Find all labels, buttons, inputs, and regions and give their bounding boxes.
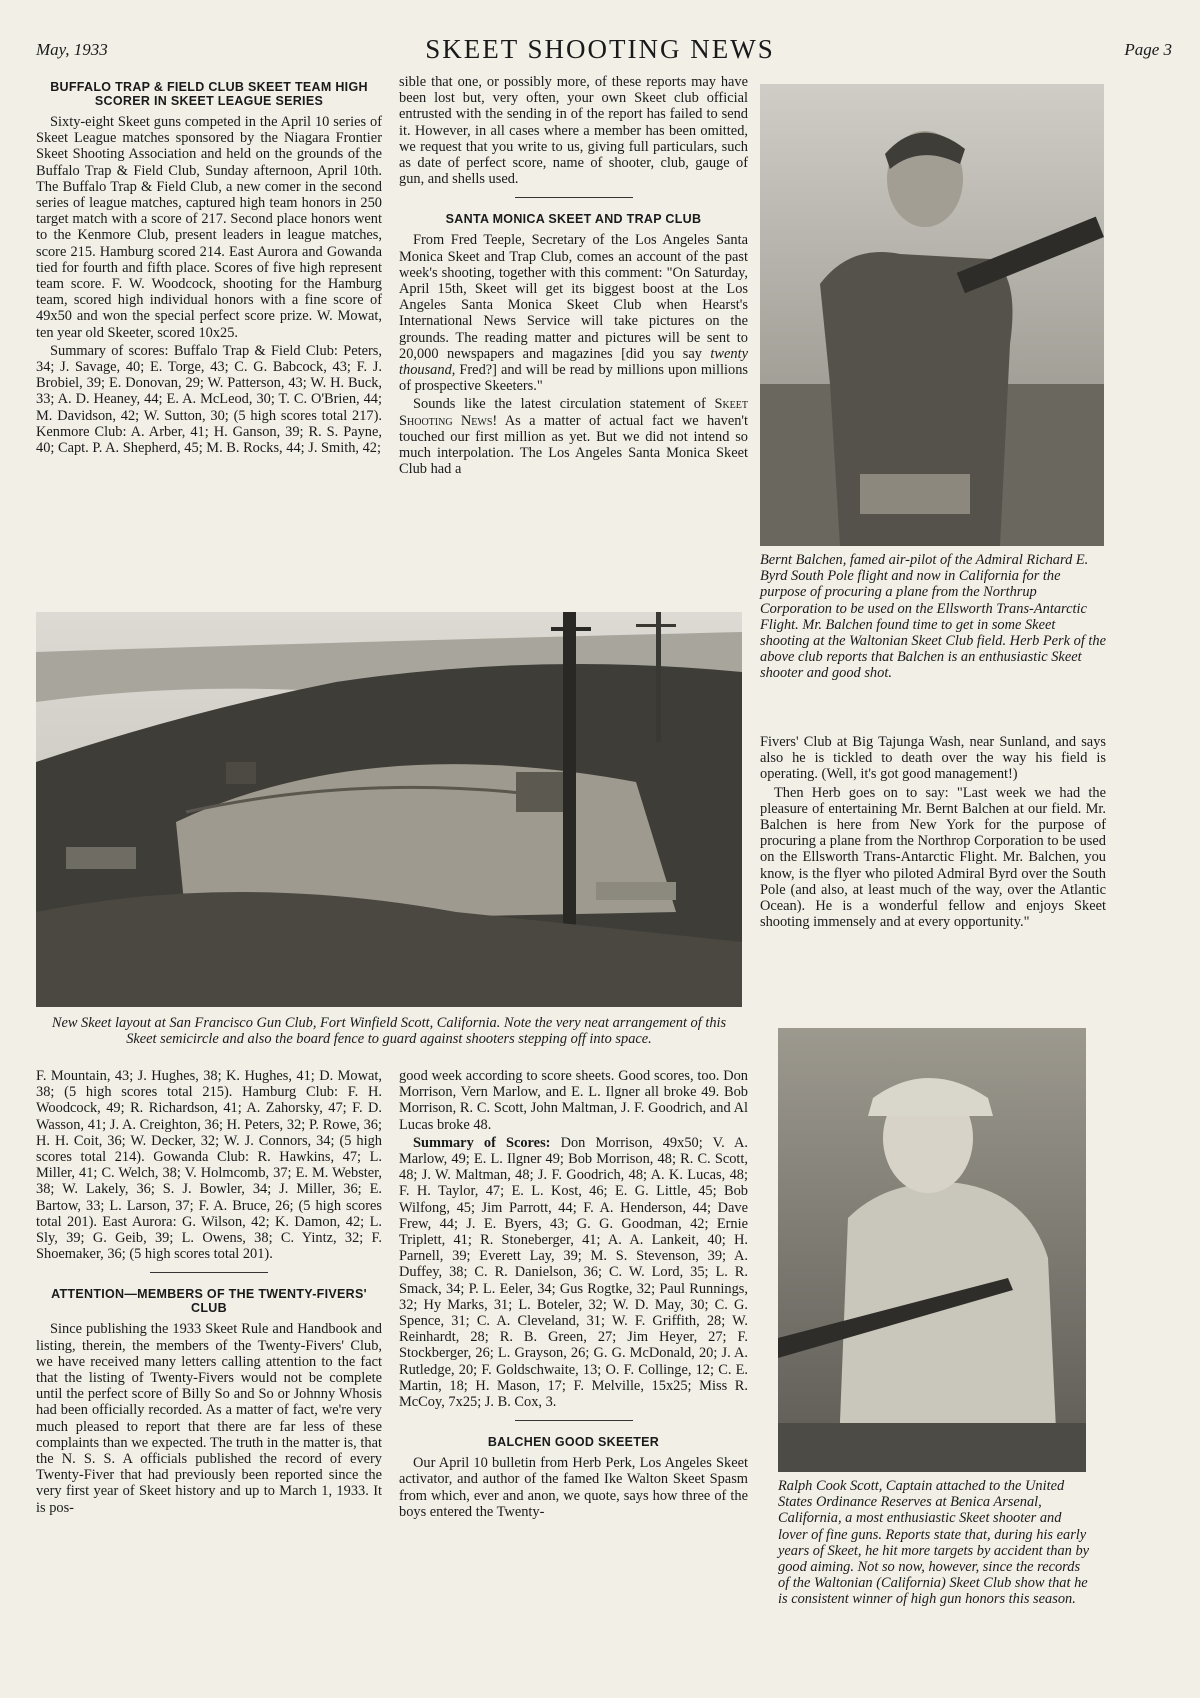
text-small-caps: Skeet Shooting News (399, 396, 748, 429)
article-paragraph: good week according to score sheets. Good scores, too. Don Morrison, Vern Marlow, and E. L. Ilgner all broke 49. Bob Morrison, R. C. Scott, John Maltman, J. F. Goodrich, and Al Lucas broke 48. (399, 1068, 748, 1133)
article-paragraph: sible that one, or possibly more, of these reports may have been lost but, very often, your own Skeet club official entrusted with the sending in of the report has failed to send it. However, in all cases where a member has been omitted, we request that you write to us, giving full particulars, such as date of perfect score, name of shooter, club, gauge of gun, and shells used. (399, 74, 748, 188)
summary-lead: Summary of Scores: (413, 1134, 551, 1151)
article-paragraph: F. Mountain, 43; J. Hughes, 38; K. Hughes, 41; D. Mowat, 38; (5 high scores total 215). Hamburg Club: F. H. Woodcock, 49; R. Richardson, 41; A. Zahorsky, 47; F. D. Wasson, 41; J. A. Creighton, 36; H. Peters, 32; P. Rowe, 36; H. H. Coit, 36; W. Decker, 32; W. J. Connors, 34; (5 high scores total 214). Gowanda Club: R. Hawkins, 47; L. Miller, 41; C. Welch, 38; V. Holmcomb, 37; E. M. Webster, 38; W. Lakely, 36; S. J. Bowler, 34; J. Miller, 36; E. Bartow, 33; L. Larson, 37; F. A. Bruce, 26; (5 high scores total 201). East Aurora: G. Wilson, 42; K. Damon, 42; L. Sly, 39; G. Geib, 39; L. Owens, 38; C. Yintz, 32; F. Shoemaker, 36; (5 high scores total 201). (36, 1068, 382, 1263)
article-paragraph: Then Herb goes on to say: "Last week we had the pleasure of entertaining Mr. Bernt Balchen at our field. Mr. Balchen is here from New York for the purpose of procuring a plane from the Northrop Corporation to be used on the Ellsworth Trans-Antarctic Flight. Mr. Balchen, you know, is the flyer who piloted Admiral Byrd over the South Pole (and also, at least much of the way, over the Atlantic Ocean). He is a wonderful fellow and enjoys Skeet shooting immensely and at every opportunity." (760, 784, 1106, 931)
caption-skeet-layout: New Skeet layout at San Francisco Gun Club, Fort Winfield Scott, California. Note the very neat arrangement of this Skeet semicircle and also the board fence to guard against shooters stepping off into space. (51, 1015, 727, 1048)
article-paragraph: Our April 10 bulletin from Herb Perk, Los Angeles Skeet activator, and author of the famed Ike Walton Skeet Spasm from which, ever and anon, we quote, says how three of the boys entered the Twenty- (399, 1455, 748, 1520)
article-buffalo-cont (36, 1068, 382, 1518)
photo-balchen-image (760, 84, 1104, 546)
divider (150, 1272, 268, 1273)
issue-date: May, 1933 (36, 40, 108, 59)
article-santa-monica-cont (399, 1068, 748, 1522)
article-heading: BUFFALO TRAP & FIELD CLUB SKEET TEAM HIGH SCORER IN SKEET LEAGUE SERIES (50, 80, 368, 108)
text-run: , Fred?] and will be read by millions upon millions of prospective Skeeters." (399, 362, 748, 395)
article-paragraph (399, 232, 748, 394)
caption-scott: Ralph Cook Scott, Captain attached to the United States Ordinance Reserves at Benica Arsenal, California, a most enthusiastic Skeet shooter and lover of fine guns. Reports state that, during his early years of Skeet, he hit more targets by accident than by good aiming. Not so now, however, since the records of the Waltonian (California) Skeet Club show that he is consistent winner of high gun honors this season. (778, 1478, 1090, 1608)
article-heading: BALCHEN GOOD SKEETER (487, 1435, 660, 1450)
photo-scott-image (778, 1028, 1086, 1472)
article-heading: ATTENTION—MEMBERS OF THE TWENTY-FIVERS' CLUB (51, 1287, 367, 1316)
article-heading: SANTA MONICA SKEET AND TRAP CLUB (445, 212, 702, 227)
photo-skeet-layout-image (36, 612, 742, 1007)
caption-balchen: Bernt Balchen, famed air-pilot of the Admiral Richard E. Byrd South Pole flight and now in California for the purpose of procuring a plane from the Northrup Corporation to be used on the Ellsworth Trans-Antarctic Flight. Mr. Balchen found time to get in some Skeet shooting at the Waltonian Skeet Club field. Herb Perk of the above club reports that Balchen is an enthusiastic Skeet shooter and good shot. (760, 552, 1106, 682)
article-paragraph (399, 396, 748, 477)
text-emphasis: twenty thousand (399, 345, 748, 379)
article-santa-monica (399, 74, 748, 479)
article-paragraph: Sixty-eight Skeet guns competed in the April 10 series of Skeet League matches sponsored by the Niagara Frontier Skeet Shooting Association and held on the grounds of the Buffalo Trap & Field Club, Sunday afternoon, April 10th. The Buffalo Trap & Field Club, a new comer in the second series of league matches, captured high team honors in 250 target match with a score of 217. Second place honors went to the Kenmore Club, present leaders in league matches, score 215. Hamburg scored 214. East Aurora and Gowanda tied for fourth and fifth place. Scores of five high represent team score. F. W. Woodcock, shooting for the Hamburg team, scored high individual honors with a fine score of 49x50 and won the special perfect score prize. W. Mowat, ten year old Skeeter, scored 10x25. (36, 114, 382, 341)
page-number: Page 3 (1124, 40, 1172, 59)
photo-balchen (760, 84, 1104, 546)
photo-skeet-layout (36, 612, 742, 1007)
text-run: ! As a matter of actual fact we haven't touched our first million as yet. But we did not intend so much interpolation. The Los Angeles Santa Monica Skeet Club had a (399, 412, 748, 478)
divider (515, 197, 633, 198)
article-paragraph (399, 1135, 748, 1410)
photo-scott (778, 1028, 1086, 1472)
article-paragraph: Fivers' Club at Big Tajunga Wash, near Sunland, and says also he is tickled to death over the way his field is operating. (Well, it's got good management!) (760, 734, 1106, 783)
article-paragraph: Since publishing the 1933 Skeet Rule and Handbook and listing, therein, the members of the Twenty-Fivers' Club, we have received many letters calling attention to the fact that the listing of Twenty-Fivers would not be complete until the perfect score of Billy So and So or Johnny Whosis had been officially recorded. As a matter of fact, we're very much pleased to report that there are far less of these complaints than we expected. The truth in the matter is, that the N. S. S. A officials published the record of every Twenty-Fiver that had previously been reported since the very first year of Skeet history and up to March 1, 1933. It is pos- (36, 1321, 382, 1516)
article-buffalo (36, 74, 382, 458)
text-run: From Fred Teeple, Secretary of the Los Angeles Santa Monica Skeet and Trap Club, comes an account of the past week's shooting, together with this comment: "On Saturday, April 15th, Skeet will get its biggest boost at the Los Angeles Santa Monica Skeet Club when Hearst's International News Service will take pictures on the grounds. The reading matter and pictures will be sent to 20,000 newspapers and magazines [did you say (399, 232, 748, 362)
divider (515, 1420, 633, 1421)
text-run: Sounds like the latest circulation statement of (413, 396, 715, 413)
article-balchen-cont (760, 734, 1106, 932)
article-paragraph: Summary of scores: Buffalo Trap & Field Club: Peters, 34; J. Savage, 40; E. Torge, 43; C. G. Babcock, 43; F. J. Brobiel, 39; E. Donovan, 29; W. Patterson, 43; W. H. Buck, 33; A. D. Heaney, 44; E. A. McLeod, 30; T. C. O'Brien, 44; M. Davidson, 42; W. Sutton, 30; (5 high scores total 217). Kenmore Club: A. Arber, 41; H. Ganson, 39; R. S. Payne, 40; Capt. P. A. Shepherd, 45; M. B. Rocks, 44; J. Smith, 42; (36, 342, 382, 457)
masthead-title: SKEET SHOOTING NEWS (425, 34, 775, 64)
text-run: Don Morrison, 49x50; V. A. Marlow, 49; E. L. Ilgner 49; Bob Morrison, 48; R. C. Scott, 48; J. W. Maltman, 48; J. F. Goodrich, 48; A. K. Lucas, 48; F. H. Taylor, 47; E. L. Kost, 46; E. G. Little, 45; Bob Wilfong, 45; Jim Parrott, 44; F. A. Henderson, 44; Dave Frew, 44; J. E. Byers, 43; G. G. Goodman, 42; Ernie Triplett, 41; R. Stoneberger, 41; A. A. Lankeit, 40; H. Parnell, 39; Everett Lay, 39; M. S. Stevenson, 39; A. Duffey, 38; C. R. Danielson, 36; C. W. Lord, 35; L. R. Smack, 34; P. L. Eeler, 34; Gus Rogtke, 32; Paul Runnings, 32; Hy Marks, 31; L. Boteler, 32; W. D. May, 30; C. G. Spence, 31; C. A. Cleveland, 31; W. F. Griffith, 28; W. Reinhardt, 28; R. B. Green, 27; Jim Heyer, 27; F. Stockberger, 26; L. Grayson, 26; G. G. McDonald, 20; J. A. Rutledge, 20; F. Goldschwaite, 13; O. F. Collinge, 12; C. E. Martin, 18; H. Mason, 17; F. Melville, 15x25; Miss R. McCoy, 7x25; J. B. Cox, 3. (399, 1134, 749, 1411)
